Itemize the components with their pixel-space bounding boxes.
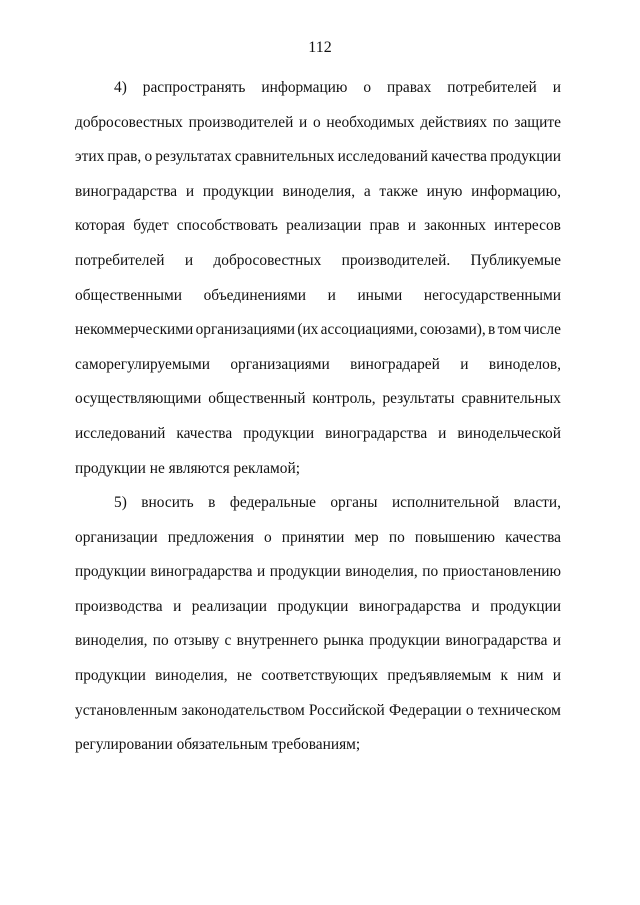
- word: виноделия,: [155, 667, 228, 684]
- text-line: [75, 286, 561, 306]
- word: и: [552, 632, 561, 650]
- word: с: [224, 632, 232, 650]
- word: виноделия,: [75, 632, 148, 650]
- word: необходимых: [326, 113, 415, 131]
- text-line: [75, 320, 561, 340]
- text-line: [75, 562, 561, 582]
- word: этих: [75, 148, 105, 166]
- word: реализации: [286, 217, 362, 235]
- word: правах: [386, 79, 432, 96]
- word: саморегулируемыми: [75, 355, 210, 373]
- word: приостановлению: [442, 563, 561, 581]
- text-line: [75, 147, 561, 167]
- word: продукции: [75, 667, 146, 684]
- word: союзами),: [419, 321, 486, 339]
- word: и: [552, 79, 561, 96]
- text-line: [75, 251, 561, 271]
- word: продукции: [490, 597, 561, 615]
- word: производителей: [188, 113, 294, 131]
- word: и: [552, 667, 561, 684]
- word: исследований: [75, 425, 166, 442]
- text-line: [75, 182, 561, 202]
- word: качества: [176, 425, 233, 442]
- word: повышению: [414, 528, 496, 546]
- word: объединениями: [203, 286, 306, 304]
- word: предъявляемым: [387, 667, 492, 684]
- word: организации: [75, 528, 158, 546]
- word: виноградарей: [350, 355, 440, 373]
- word: и: [173, 597, 182, 615]
- word: власти,: [513, 494, 561, 511]
- word: и: [460, 355, 469, 373]
- word: реализации: [191, 597, 268, 615]
- word: по: [422, 563, 439, 581]
- text-line: [75, 78, 561, 98]
- word: и: [257, 563, 266, 581]
- word: распространять: [142, 79, 246, 96]
- word: и: [184, 252, 194, 269]
- text-line: [75, 597, 561, 617]
- word: к: [500, 667, 508, 684]
- word: добросовестных: [213, 252, 322, 269]
- text-line-last: продукции не являются рекламой;: [75, 459, 300, 477]
- word: исполнительной: [391, 494, 500, 511]
- word: интересов: [494, 217, 561, 235]
- word: по: [492, 113, 509, 131]
- word: некоммерческими: [75, 321, 194, 339]
- word: также: [379, 182, 418, 200]
- word: виноградарства: [325, 425, 428, 442]
- text-line: [75, 493, 561, 513]
- word: о: [144, 148, 153, 166]
- word: информацию,: [471, 182, 561, 200]
- word: продукции: [243, 425, 315, 442]
- word: федеральные: [229, 494, 316, 511]
- word: исследований: [337, 148, 428, 166]
- word: отзыву: [174, 632, 220, 650]
- word: результаты: [382, 390, 455, 408]
- word: не: [236, 667, 252, 684]
- word: результатах: [155, 148, 232, 166]
- word: качества: [505, 528, 561, 546]
- text-line: [75, 631, 561, 651]
- word: и: [407, 217, 416, 235]
- word: способствовать: [176, 217, 278, 235]
- word: том: [497, 321, 522, 339]
- word: мер: [354, 528, 379, 546]
- word: организациями: [230, 355, 330, 373]
- word: продукции: [202, 182, 274, 200]
- word: законодательством: [181, 701, 305, 719]
- word: по: [152, 632, 169, 650]
- word: продукции: [277, 597, 349, 615]
- word: о: [263, 528, 272, 546]
- text-line: [75, 424, 561, 444]
- word: виноградарства: [150, 563, 253, 581]
- word: вносить: [141, 494, 194, 511]
- word: которая: [75, 217, 126, 235]
- word: числе: [523, 321, 561, 339]
- word: действиях: [420, 113, 488, 131]
- word: негосударственными: [423, 286, 561, 304]
- word: органы: [330, 494, 378, 511]
- word: и: [185, 182, 195, 200]
- word: качества: [431, 148, 487, 166]
- word: виноделия,: [345, 563, 418, 581]
- word: 4): [114, 79, 127, 96]
- word: (их: [297, 321, 319, 339]
- word: иную: [426, 182, 463, 200]
- text-line: [75, 355, 561, 375]
- word: и: [438, 425, 447, 442]
- word: Федерации: [388, 701, 462, 719]
- word: будет: [133, 217, 169, 235]
- page-number: 112: [308, 39, 332, 56]
- word: виноградарства: [358, 597, 461, 615]
- word: и: [471, 597, 480, 615]
- word: общественный: [208, 390, 306, 408]
- word: о: [465, 701, 474, 719]
- text-line: [75, 113, 561, 133]
- word: осуществляющими: [75, 390, 202, 408]
- word: потребителей: [447, 79, 537, 96]
- word: потребителей: [75, 252, 165, 269]
- word: продукции: [269, 563, 341, 581]
- word: о: [363, 79, 372, 96]
- word: контроль,: [312, 390, 376, 408]
- word: предложения: [167, 528, 254, 546]
- word: по: [388, 528, 405, 546]
- word: информацию: [261, 79, 348, 96]
- word: виноградарства: [445, 632, 548, 650]
- word: в: [488, 321, 496, 339]
- text-line: [75, 389, 561, 409]
- word: производителей.: [341, 252, 451, 269]
- word: установленным: [75, 701, 178, 719]
- text-line: [75, 701, 561, 721]
- word: соответствующих: [261, 667, 379, 684]
- word: принятии: [281, 528, 345, 546]
- word: продукции: [490, 148, 561, 166]
- word: а: [363, 182, 371, 200]
- word: сравнительных: [234, 148, 335, 166]
- word: иными: [357, 286, 403, 304]
- word: организациями: [195, 321, 296, 339]
- word: внутреннего: [236, 632, 319, 650]
- text-line: [75, 528, 561, 548]
- word: законных: [424, 217, 486, 235]
- word: прав,: [107, 148, 142, 166]
- word: в: [208, 494, 216, 511]
- word: техническом: [477, 701, 561, 719]
- word: продукции: [369, 632, 441, 650]
- word: виноделия,: [282, 182, 356, 200]
- word: 5): [114, 494, 127, 511]
- text-line: [75, 666, 561, 686]
- word: сравнительных: [461, 390, 561, 408]
- word: прав: [369, 217, 400, 235]
- word: продукции: [75, 563, 146, 581]
- text-line-last: регулировании обязательным требованиям;: [75, 736, 361, 754]
- word: общественными: [75, 286, 182, 304]
- word: виноградарства: [75, 182, 178, 200]
- word: ассоциациями,: [320, 321, 418, 339]
- word: о: [312, 113, 321, 131]
- word: рынка: [323, 632, 364, 650]
- text-line: [75, 216, 561, 236]
- word: добросовестных: [75, 113, 183, 131]
- word: защите: [514, 113, 561, 131]
- word: Публикуемые: [470, 252, 561, 269]
- word: производства: [75, 597, 163, 615]
- word: и: [327, 286, 336, 304]
- word: ним: [517, 667, 544, 684]
- word: винодельческой: [457, 425, 561, 442]
- word: Российской: [308, 701, 385, 719]
- word: и: [299, 113, 308, 131]
- word: виноделов,: [488, 355, 561, 373]
